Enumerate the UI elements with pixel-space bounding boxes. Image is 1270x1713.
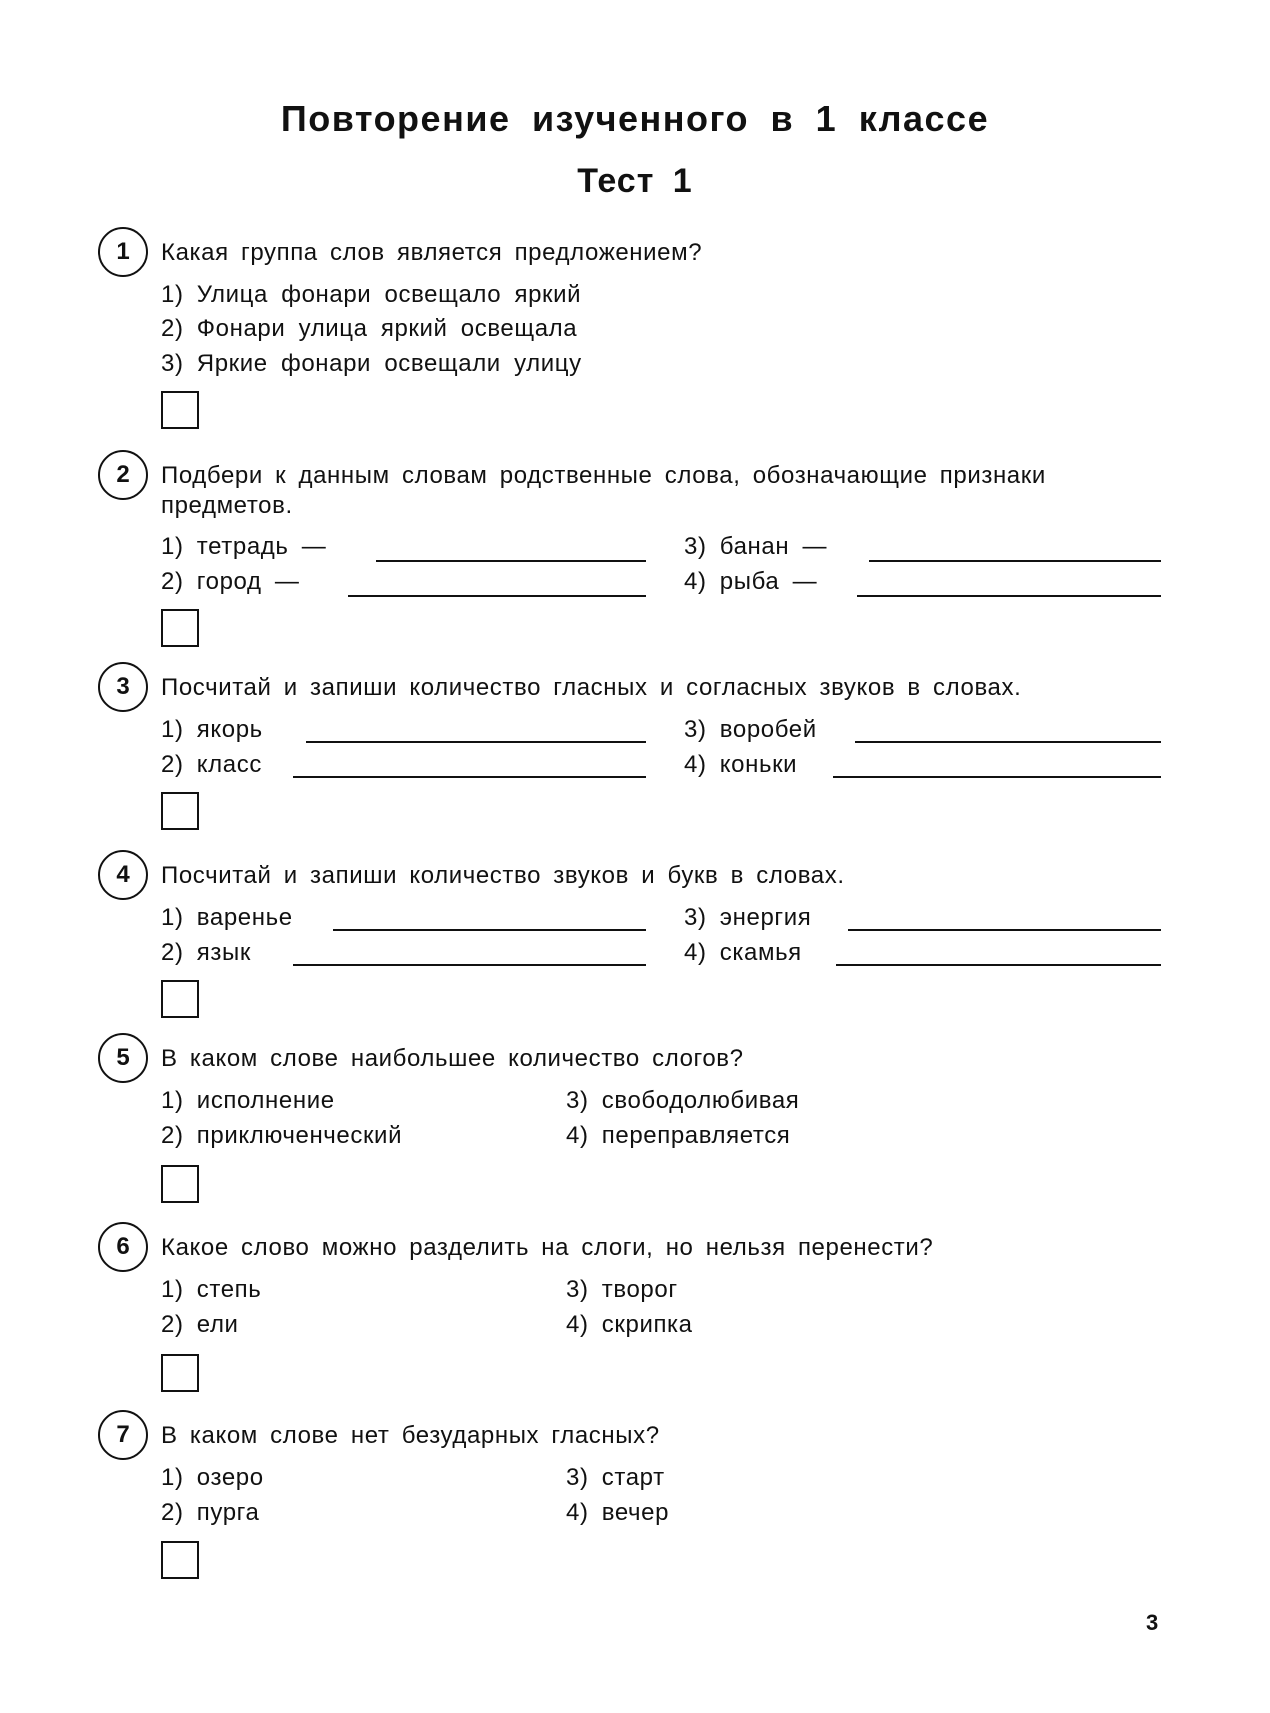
q4-answer-line-2[interactable]	[293, 964, 646, 966]
question-text-7: В каком слове нет безударных гласных?	[161, 1422, 660, 1449]
question-number-1: 1	[98, 227, 148, 277]
answer-box-5[interactable]	[161, 1165, 199, 1203]
answer-box-6[interactable]	[161, 1354, 199, 1392]
q7-option-1: 1) озеро	[161, 1464, 264, 1491]
question-number-2: 2	[98, 450, 148, 500]
q3-answer-line-2[interactable]	[293, 776, 646, 778]
question-text-4: Посчитай и запиши количество звуков и букв в словах.	[161, 862, 845, 889]
question-text-3: Посчитай и запиши количество гласных и согласных звуков в словах.	[161, 674, 1022, 701]
q6-option-4: 4) скрипка	[566, 1311, 693, 1338]
q2-answer-line-4[interactable]	[857, 595, 1161, 597]
q3-answer-line-1[interactable]	[306, 741, 646, 743]
q6-option-3: 3) творог	[566, 1276, 678, 1303]
q2-answer-line-3[interactable]	[869, 560, 1161, 562]
q5-option-1: 1) исполнение	[161, 1087, 335, 1114]
q2-option-4: 4) рыба —	[684, 568, 818, 595]
q4-answer-line-4[interactable]	[836, 964, 1161, 966]
q5-option-3: 3) свободолюбивая	[566, 1087, 800, 1114]
question-text-6: Какое слово можно разделить на слоги, но нельзя перенести?	[161, 1234, 934, 1261]
q3-option-2: 2) класс	[161, 751, 262, 778]
q3-answer-line-4[interactable]	[833, 776, 1161, 778]
q4-answer-line-1[interactable]	[333, 929, 646, 931]
answer-box-4[interactable]	[161, 980, 199, 1018]
question-text-2: Подбери к данным словам родственные слова, обозначающие признаки предметов.	[161, 462, 1046, 519]
q6-option-2: 2) ели	[161, 1311, 239, 1338]
q3-option-1: 1) якорь	[161, 716, 263, 743]
q4-option-4: 4) скамья	[684, 939, 802, 966]
question-text-1: Какая группа слов является предложением?	[161, 239, 703, 266]
page-title: Повторение изученного в 1 классе	[280, 98, 990, 139]
q3-answer-line-3[interactable]	[855, 741, 1161, 743]
q5-option-2: 2) приключенческий	[161, 1122, 403, 1149]
q7-option-4: 4) вечер	[566, 1499, 670, 1526]
question-number-3: 3	[98, 662, 148, 712]
q4-option-1: 1) варенье	[161, 904, 293, 931]
q3-option-3: 3) воробей	[684, 716, 817, 743]
q1-option-2: 2) Фонари улица яркий освещала	[161, 315, 578, 342]
question-number-7: 7	[98, 1410, 148, 1460]
question-number-4: 4	[98, 850, 148, 900]
q2-option-1: 1) тетрадь —	[161, 533, 327, 560]
page-number: 3	[1146, 1610, 1159, 1635]
answer-box-3[interactable]	[161, 792, 199, 830]
q4-option-2: 2) язык	[161, 939, 251, 966]
q4-answer-line-3[interactable]	[848, 929, 1161, 931]
answer-box-1[interactable]	[161, 391, 199, 429]
q7-option-3: 3) старт	[566, 1464, 665, 1491]
answer-box-7[interactable]	[161, 1541, 199, 1579]
q6-option-1: 1) степь	[161, 1276, 262, 1303]
q2-option-2: 2) город —	[161, 568, 300, 595]
question-text-5: В каком слове наибольшее количество слогов?	[161, 1045, 744, 1072]
q1-option-1: 1) Улица фонари освещало яркий	[161, 281, 582, 308]
question-number-5: 5	[98, 1033, 148, 1083]
q2-answer-line-2[interactable]	[348, 595, 646, 597]
q4-option-3: 3) энергия	[684, 904, 812, 931]
q2-option-3: 3) банан —	[684, 533, 828, 560]
answer-box-2[interactable]	[161, 609, 199, 647]
q2-answer-line-1[interactable]	[376, 560, 646, 562]
q7-option-2: 2) пурга	[161, 1499, 260, 1526]
question-number-6: 6	[98, 1222, 148, 1272]
test-subtitle: Тест 1	[577, 162, 693, 200]
q3-option-4: 4) коньки	[684, 751, 798, 778]
q5-option-4: 4) переправляется	[566, 1122, 791, 1149]
q1-option-3: 3) Яркие фонари освещали улицу	[161, 350, 582, 377]
